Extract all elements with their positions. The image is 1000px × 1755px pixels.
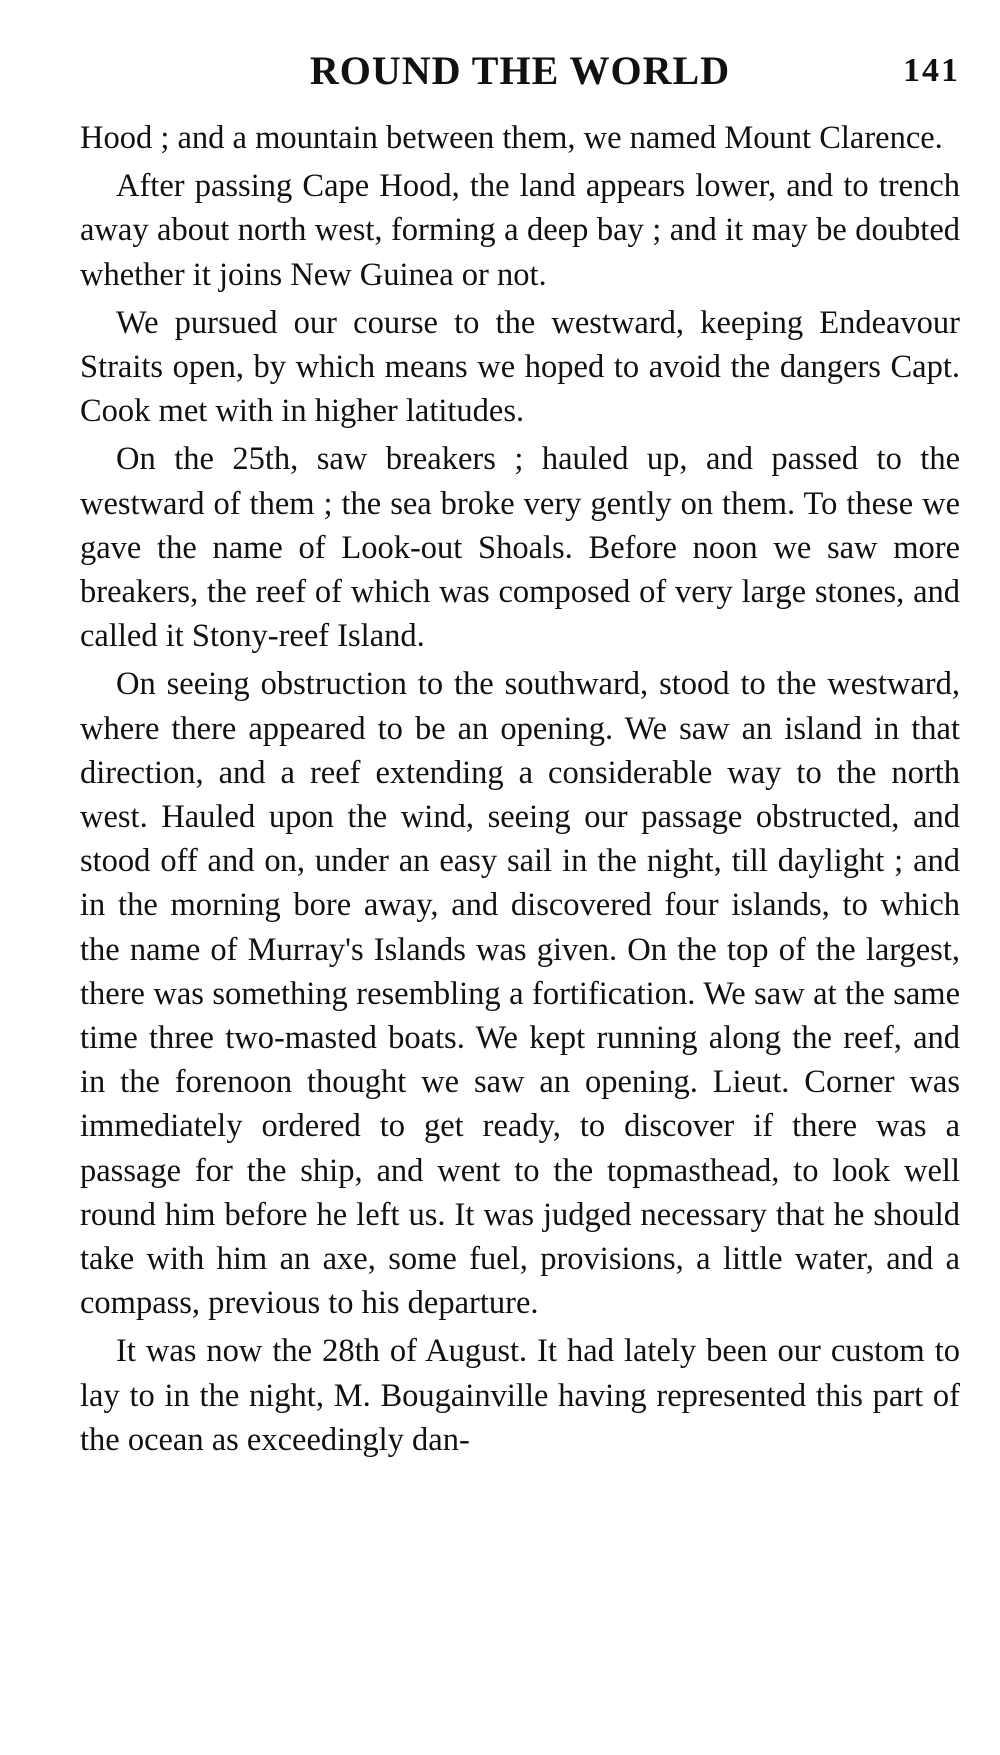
- paragraph-breakers: On the 25th, saw breakers ; hauled up, and passed to the westward of them ; the sea broke very gently on them. To these we gave the name of Look-out Shoals. Before noon we saw more breakers, the reef of which was composed of very large stones, and called it Stony-reef Island.: [80, 441, 960, 655]
- paragraph-august-28: It was now the 28th of August. It had lately been our custom to lay to in the night, M. Bougainville having represented this part of the ocean as exceedingly dan-: [80, 1333, 960, 1458]
- paragraph-cape-hood: After passing Cape Hood, the land appears lower, and to trench away about north west, forming a deep bay ; and it may be doubted whether it joins New Guinea or not.: [80, 168, 960, 293]
- body-text: [80, 116, 960, 1466]
- paragraph-course-westward: We pursued our course to the westward, keeping Endeavour Straits open, by which means we hoped to avoid the dangers Capt. Cook met with in higher latitudes.: [80, 304, 960, 430]
- paragraph-murrays-islands: On seeing obstruction to the southward, stood to the westward, where there appeared to be an opening. We saw an island in that direction, and a reef extending a considerable way to the north west. Hauled upon the wind, seeing our passage obstructed, and stood off and on, under an easy sail in the night, till daylight ; and in the morning bore away, and discovered four islands, to which the name of Murray's Islands was given. On the top of the largest, there was something resembling a fortification. We saw at the same time three two-masted boats. We kept running along the reef, and in the forenoon thought we saw an opening. Lieut. Corner was immediately ordered to get ready, to discover if there was a passage for the ship, and went to the topmasthead, to look well round him before he left us. It was judged necessary that he should take with him an axe, some fuel, provisions, a little water, and a compass, previous to his departure.: [80, 666, 960, 1322]
- paragraph-continued: Hood ; and a mountain between them, we named Mount Clarence.: [80, 120, 943, 156]
- running-title: ROUND THE WORLD: [309, 48, 731, 93]
- page-number: 141: [903, 52, 960, 89]
- running-head: [80, 46, 960, 96]
